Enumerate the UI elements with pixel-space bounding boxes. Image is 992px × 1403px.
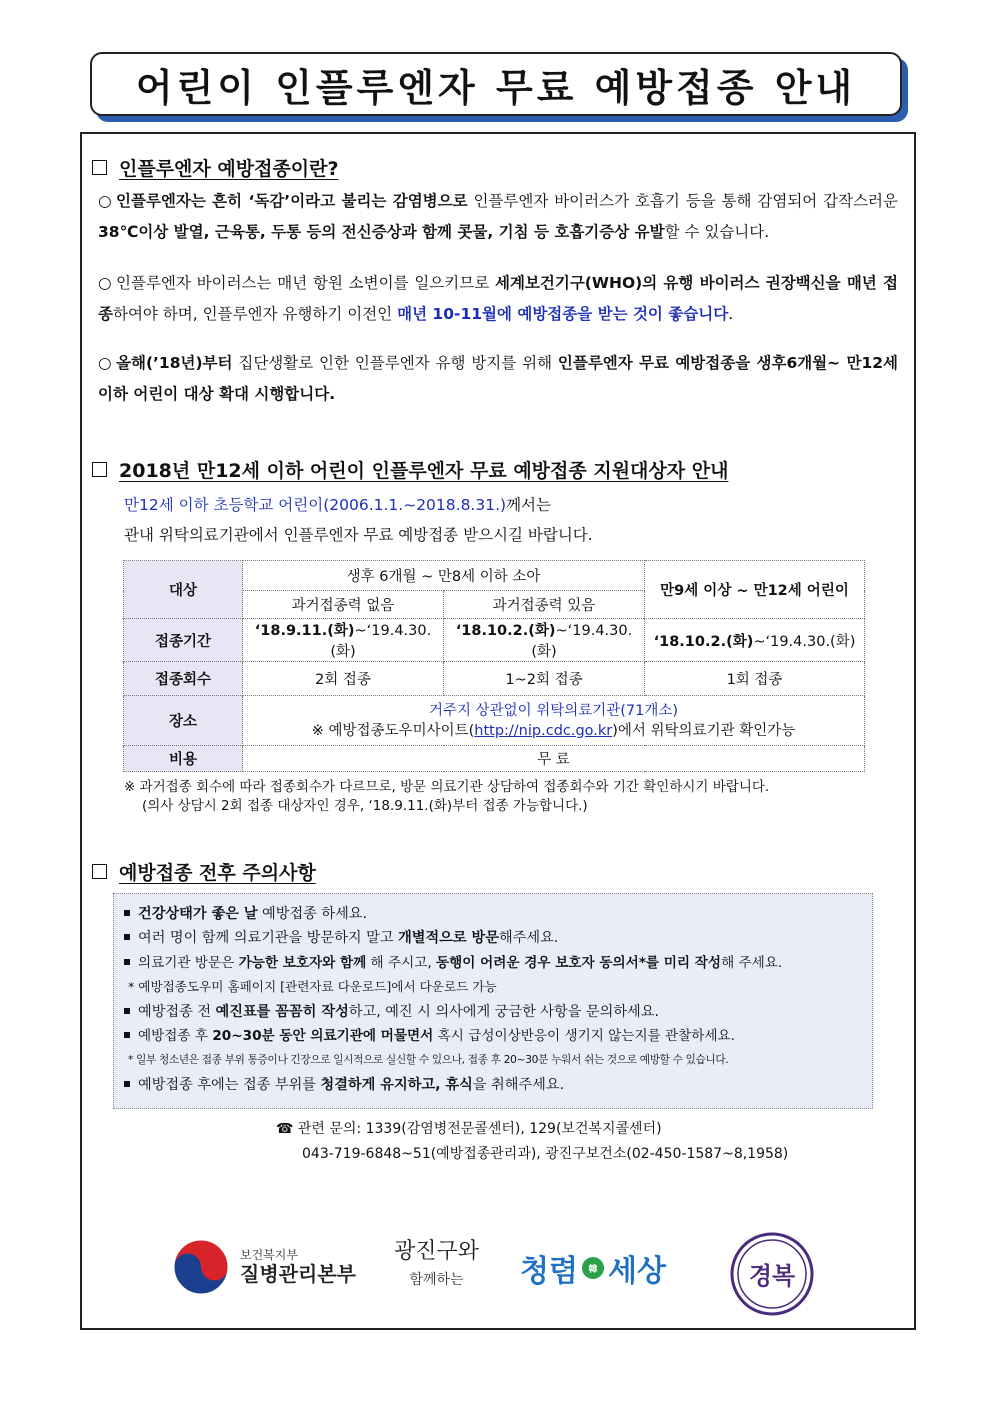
- caution-box: [113, 893, 873, 1109]
- table-group1-header: 생후 6개월 ~ 만8세 이하 소아: [243, 561, 645, 591]
- table-header-count: 접종회수: [124, 662, 243, 696]
- eligibility-table: [123, 560, 865, 772]
- table-header-target: 대상: [124, 561, 243, 619]
- caution-subnote: * 일부 청소년은 접종 부위 통증이나 긴장으로 일시적으로 실신할 수 있으나, 접종 후 20~30분 누워서 쉬는 것으로 예방할 수 있습니다.: [128, 1054, 729, 1067]
- section1-para2: ○ 인플루엔자 바이러스는 매년 항원 소변이를 일으키므로 세계보건기구(WHO)의 유행 바이러스 권장백신을 매년 접종하여야 하며, 인플루엔자 유행하기 이전인 매년 10-11월에 예방접종을 받는 것이 좋습니다.: [98, 274, 898, 323]
- table-period1: ‘18.9.11.(화)~‘19.4.30.(화): [243, 619, 444, 662]
- bullet-square-icon: [124, 1032, 130, 1038]
- table-count2: 1~2회 접종: [444, 662, 645, 696]
- caution-item: 건강상태가 좋은 날 예방접종 하세요.: [122, 902, 872, 926]
- caution-item: 예방접종 후 20~30분 동안 의료기관에 머물면서 혹시 급성이상반응이 생기지 않는지를 관찰하세요.: [122, 1024, 872, 1048]
- emblem-text: 경복: [748, 1261, 796, 1290]
- section2-heading: 2018년 만12세 이하 어린이 인플루엔자 무료 예방접종 지원대상자 안내: [92, 456, 728, 483]
- section2-intro-line2: 관내 위탁의료기관에서 인플루엔자 무료 예방접종 받으시길 바랍니다.: [124, 526, 593, 544]
- section2-intro-line1: 만12세 이하 초등학교 어린이(2006.1.1.~2018.8.31.)께서는: [124, 496, 551, 514]
- caution-item: 의료기관 방문은 가능한 보호자와 함께 해 주시고, 동행이 어려운 경우 보호자 동의서*를 미리 작성해 주세요.: [122, 951, 872, 975]
- table-header-period: 접종기간: [124, 619, 243, 662]
- section1-para1: ○ 인플루엔자는 흔히 ‘독감’이라고 불리는 감염병으로 인플루엔자 바이러스가 호흡기 등을 통해 감염되어 갑작스러운 38℃이상 발열, 근육통, 두통 등의 전신증상과 함께 콧물, 기침 등 호흡기증상 유발할 수 있습니다.: [98, 192, 899, 241]
- bullet-square-icon: [124, 1081, 130, 1087]
- globe-icon: 韓: [582, 1257, 604, 1279]
- table-group2-header: 만9세 이상 ~ 만12세 어린이: [645, 561, 865, 619]
- section1-para3: ○ 올해(’18년)부터 집단생활로 인한 인플루엔자 유행 방지를 위해 인플루엔자 무료 예방접종을 생후6개월~ 만12세 이하 어린이 대상 확대 시행합니다.: [98, 354, 898, 403]
- bullet-square-icon: [124, 1008, 130, 1014]
- checkbox-square-icon: [92, 462, 107, 477]
- contact-line-2: 043-719-6848~51(예방접종관리과), 광진구보건소(02-450-1587~8,1958): [302, 1146, 789, 1162]
- bullet-square-icon: [124, 959, 130, 965]
- bullet-square-icon: [124, 934, 130, 940]
- table-cost: 무 료: [243, 746, 865, 772]
- caution-item: 여러 명이 함께 의료기관을 방문하지 말고 개별적으로 방문해주세요.: [122, 926, 872, 950]
- emblem-logo: [730, 1232, 814, 1320]
- caution-subnote: * 예방접종도우미 홈페이지 [관련자료 다운로드]에서 다운로드 가능: [128, 979, 497, 995]
- section1-heading: 인플루엔자 예방접종이란?: [92, 154, 339, 181]
- table-sub2-header: 과거접종력 있음: [444, 591, 645, 619]
- taegeuk-icon: [172, 1238, 230, 1296]
- title-box: [90, 52, 902, 116]
- table-period2: ‘18.10.2.(화)~‘19.4.30.(화): [444, 619, 645, 662]
- section3-heading: 예방접종 전후 주의사항: [92, 858, 316, 885]
- page-title: 어린이 인플루엔자 무료 예방접종 안내: [135, 65, 857, 110]
- kdca-logo: 보건복지부 질병관리본부: [172, 1238, 356, 1296]
- table-header-place: 장소: [124, 696, 243, 746]
- table-note-2: (의사 상담시 2회 접종 대상자인 경우, ‘18.9.11.(화)부터 접종 가능합니다.): [142, 798, 588, 814]
- table-note-1: ※ 과거접종 회수에 따라 접종회수가 다르므로, 방문 의료기관 상담하여 접종회수와 기간 확인하시기 바랍니다.: [124, 779, 770, 795]
- checkbox-square-icon: [92, 160, 107, 175]
- checkbox-square-icon: [92, 864, 107, 879]
- nip-site-link[interactable]: http://nip.cdc.go.kr: [474, 722, 613, 739]
- table-count1: 2회 접종: [243, 662, 444, 696]
- gwangjin-logo: 광진구와 함께하는: [394, 1239, 480, 1288]
- table-period3: ‘18.10.2.(화)~‘19.4.30.(화): [645, 619, 865, 662]
- caution-item: 예방접종 전 예진표를 꼼꼼히 작성하고, 예진 시 의사에게 궁금한 사항을 문의하세요.: [122, 1000, 872, 1024]
- table-header-cost: 비용: [124, 746, 243, 772]
- contact-line-1: ☎ 관련 문의: 1339(감염병전문콜센터), 129(보건복지콜센터): [276, 1121, 662, 1137]
- clean-world-logo: 청렴 韓 세상: [520, 1254, 666, 1289]
- table-sub1-header: 과거접종력 없음: [243, 591, 444, 619]
- emblem-icon: [730, 1232, 814, 1316]
- table-count3: 1회 접종: [645, 662, 865, 696]
- caution-item: 예방접종 후에는 접종 부위를 청결하게 유지하고, 휴식을 취해주세요.: [122, 1073, 872, 1097]
- table-place: 거주지 상관없이 위탁의료기관(71개소) ※ 예방접종도우미사이트(http://nip.cdc.go.kr)에서 위탁의료기관 확인가능: [243, 696, 865, 746]
- bullet-square-icon: [124, 910, 130, 916]
